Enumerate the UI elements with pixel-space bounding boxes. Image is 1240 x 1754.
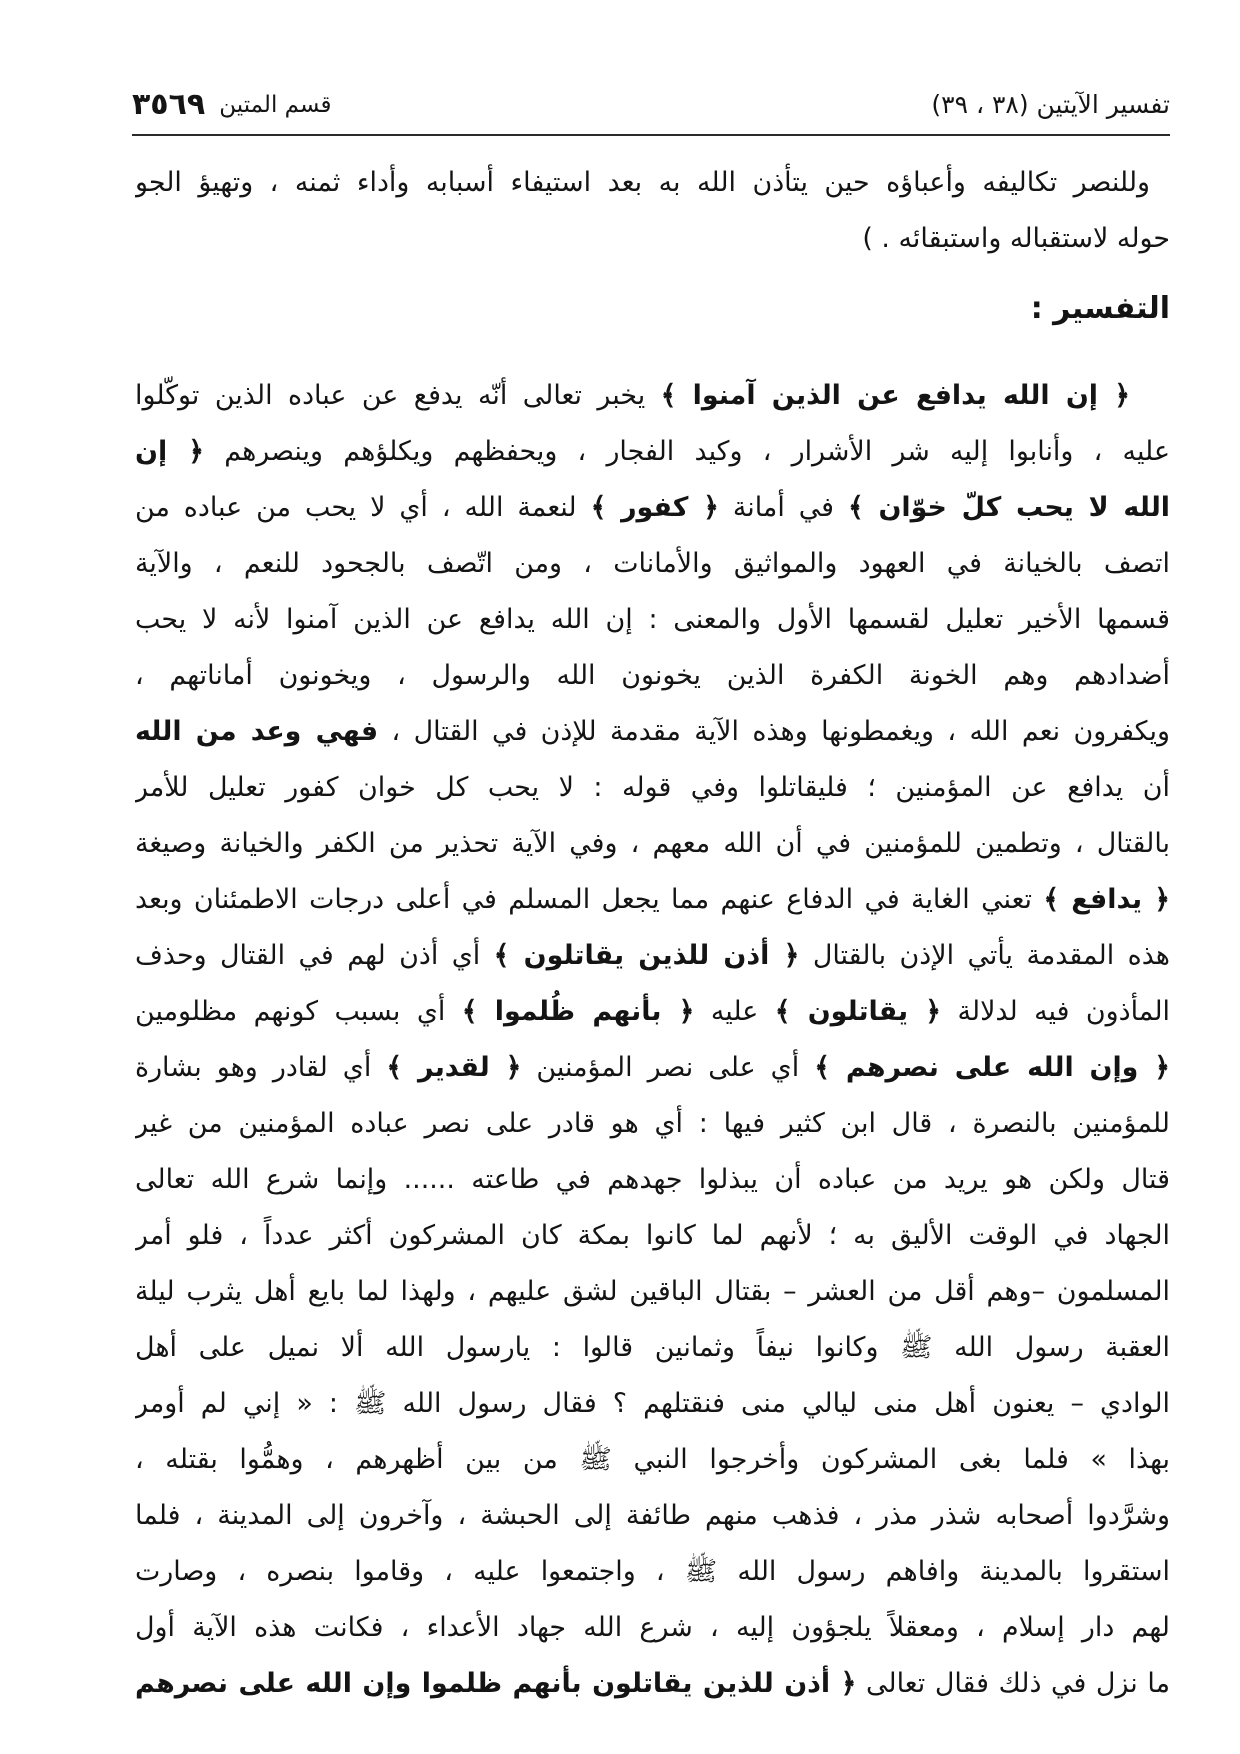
text-line <box>135 424 1170 480</box>
emphasized-text: ﴿ يقاتلون ﴾ <box>774 996 942 1027</box>
text-line <box>135 872 1170 928</box>
text-line <box>135 1544 1170 1600</box>
body-text: للمؤمنين بالنصرة ، قال ابن كثير فيها : أي هو قادر على نصر عباده المؤمنين من غير <box>135 1108 1170 1139</box>
body-text: بالقتال ، وتطمين للمؤمنين في أن الله معهم ، وفي الآية تحذير من الكفر والخيانة وصيغة <box>135 828 1170 859</box>
body-text: بهذا » فلما بغى المشركون وأخرجوا النبي ﷺ من بين أظهرهم ، وهمُّوا بقتله ، <box>135 1444 1170 1475</box>
emphasized-text: ﴿ إن الله يدافع عن الذين آمنوا ﴾ <box>660 380 1130 411</box>
text-line <box>135 984 1170 1040</box>
emphasized-text: ﴿ وإن الله على نصرهم ﴾ <box>814 1052 1170 1083</box>
text-line <box>135 1656 1170 1712</box>
body-text: الجهاد في الوقت الأليق به ؛ لأنهم لما كانوا بمكة كان المشركون أكثر عدداً ، فلو أمر <box>135 1220 1170 1251</box>
emphasized-text: ﴿ بأنهم ظُلموا ﴾ <box>461 996 695 1027</box>
body-text: وللنصر تكاليفه وأعباؤه حين يتأذن الله به بعد استيفاء أسبابه وأداء ثمنه ، وتهيؤ الجو <box>135 167 1150 198</box>
body-text: أي بسبب كونهم مظلومين <box>135 996 462 1027</box>
body-text: العقبة رسول الله ﷺ وكانوا نيفاً وثمانين قالوا : يارسول الله ألا نميل على أهل <box>135 1332 1170 1363</box>
text-line <box>135 648 1170 704</box>
emphasized-text: ﴿ لقدير ﴾ <box>386 1052 522 1083</box>
body-text: الوادي – يعنون أهل منى ليالي منى فنقتلهم ؟ فقال رسول الله ﷺ : « إني لم أومر <box>135 1388 1170 1419</box>
body-text: قتال ولكن هو يريد من عباده أن يبذلوا جهدهم في طاعته ...... وإنما شرع الله تعالى <box>135 1164 1170 1195</box>
text-line <box>135 1432 1170 1488</box>
commentary-heading: التفسير : <box>1030 291 1170 326</box>
body-text: وشرَّدوا أصحابه شذر مذر ، فذهب منهم طائفة إلى الحبشة ، وآخرون إلى المدينة ، فلما <box>135 1500 1170 1531</box>
text-line <box>135 1264 1170 1320</box>
body-text: المسلمون –وهم أقل من العشر – بقتال الباقين لشق عليهم ، ولهذا لما بايع أهل يثرب ليلة <box>135 1276 1170 1307</box>
continuation-paragraph <box>135 155 1170 267</box>
body-text: استقروا بالمدينة وافاهم رسول الله ﷺ ، واجتمعوا عليه ، وقاموا بنصره ، وصارت <box>135 1556 1170 1587</box>
emphasized-text: ﴿ إن <box>135 436 204 467</box>
body-text: في أمانة <box>718 492 848 523</box>
text-line <box>135 1488 1170 1544</box>
body-text: لهم دار إسلام ، ومعقلاً يلجؤون إليه ، شرع الله جهاد الأعداء ، فكانت هذه الآية أول <box>135 1612 1170 1643</box>
text-line <box>135 480 1170 536</box>
text-line <box>135 368 1170 424</box>
text-line <box>135 1152 1170 1208</box>
body-text: لنعمة الله ، أي لا يحب من عباده من <box>135 492 591 523</box>
emphasized-text: فهي وعد من الله <box>135 716 379 747</box>
body-text: تعني الغاية في الدفاع عنهم مما يجعل المسلم في أعلى درجات الاطمئنان وبعد <box>135 884 1044 915</box>
text-line <box>135 211 1170 267</box>
body-text: عليه <box>694 996 775 1027</box>
text-line <box>135 1040 1170 1096</box>
text-line <box>135 1208 1170 1264</box>
text-line <box>135 1096 1170 1152</box>
section-label: قسم المتين <box>219 92 332 118</box>
body-text: حوله لاستقباله واستبقائه . ) <box>862 223 1170 254</box>
body-text: أي أذن لهم في القتال وحذف <box>135 940 494 971</box>
text-line <box>135 928 1170 984</box>
text-line <box>135 536 1170 592</box>
text-line <box>135 704 1170 760</box>
emphasized-text: ﴿ أذن للذين يقاتلون ﴾ <box>493 940 800 971</box>
body-text: أضدادهم وهم الخونة الكفرة الذين يخونون الله والرسول ، ويخونون أماناتهم ، <box>135 660 1170 691</box>
emphasized-text: ﴿ يدافع ﴾ <box>1043 884 1170 915</box>
text-line <box>135 592 1170 648</box>
body-text: أي على نصر المؤمنين <box>521 1052 815 1083</box>
emphasized-text: الله لا يحب كلّ خوّان ﴾ <box>847 492 1170 523</box>
text-line <box>135 1376 1170 1432</box>
body-text: ما نزل في ذلك فقال تعالى <box>856 1668 1170 1699</box>
commentary-paragraph <box>135 368 1170 1712</box>
running-title: تفسير الآيتين (٣٨ ، ٣٩) <box>931 90 1170 119</box>
body-text: أي لقادر وهو بشارة <box>135 1052 387 1083</box>
emphasized-text: ﴿ أذن للذين يقاتلون بأنهم ظلموا وإن الله على نصرهم <box>135 1668 857 1699</box>
page-body <box>135 0 1170 1754</box>
emphasized-text: ﴿ كفور ﴾ <box>590 492 719 523</box>
text-line <box>135 816 1170 872</box>
body-text: المأذون فيه لدلالة <box>941 996 1170 1027</box>
body-text: يخبر تعالى أنّه يدفع عن عباده الذين توكّلوا <box>135 380 661 411</box>
body-text: عليه ، وأنابوا إليه شر الأشرار ، وكيد الفجار ، ويحفظهم ويكلؤهم وينصرهم <box>203 436 1170 467</box>
text-line <box>135 1600 1170 1656</box>
body-text: هذه المقدمة يأتي الإذن بالقتال <box>799 940 1170 971</box>
body-text: اتصف بالخيانة في العهود والمواثيق والأمانات ، ومن اتّصف بالجحود للنعم ، والآية <box>135 548 1170 579</box>
text-line <box>135 1320 1170 1376</box>
body-text: ويكفرون نعم الله ، ويغمطونها وهذه الآية مقدمة للإذن في القتال ، <box>378 716 1170 747</box>
text-line <box>135 155 1170 211</box>
body-text: قسمها الأخير تعليل لقسمها الأول والمعنى : إن الله يدافع عن الذين آمنوا لأنه لا يحب <box>135 604 1170 635</box>
text-line <box>135 760 1170 816</box>
body-text: أن يدافع عن المؤمنين ؛ فليقاتلوا وفي قوله : لا يحب كل خوان كفور تعليل للأمر <box>135 772 1170 803</box>
page-number: ٣٥٦٩ <box>132 87 206 122</box>
